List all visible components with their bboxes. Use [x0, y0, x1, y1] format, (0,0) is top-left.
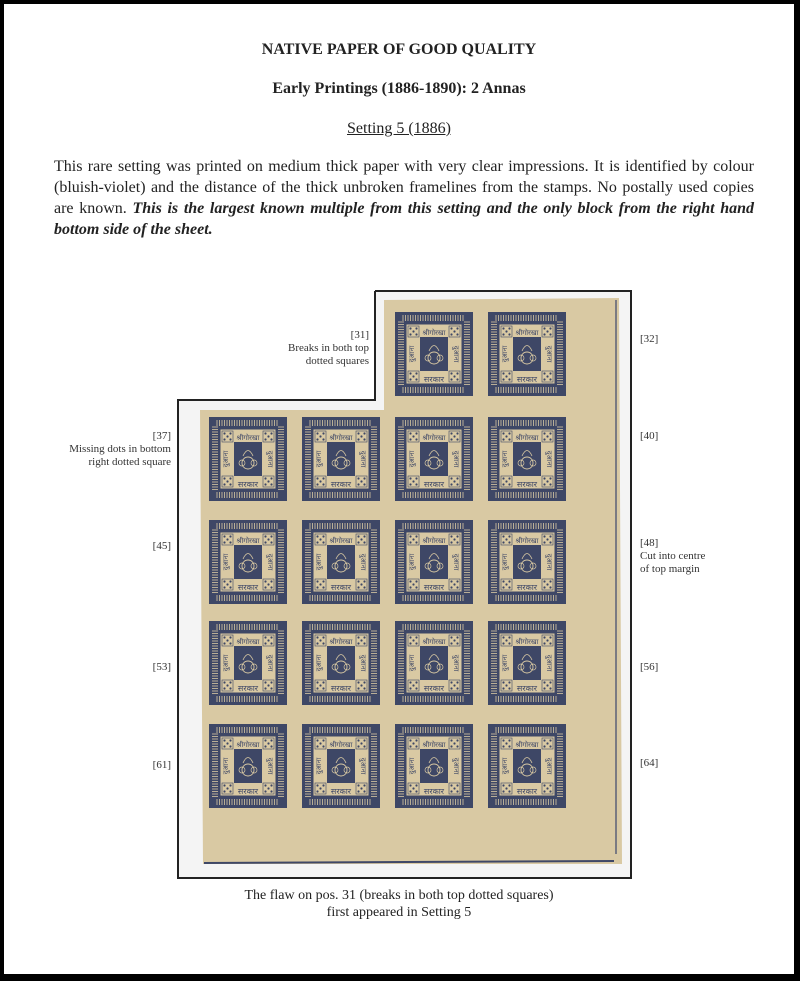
stamp-centre-panel [327, 646, 355, 680]
stamp [302, 417, 380, 501]
caption-line-2: first appeared in Setting 5 [326, 905, 472, 920]
annotation-note: right dotted square [88, 456, 171, 468]
stamp-right-inscription: दुआना [266, 553, 274, 571]
stamp-left-inscription: दुआना [222, 553, 230, 571]
position-number: [37] [152, 430, 171, 442]
annotation-32 [640, 333, 658, 346]
stamp-top-inscription: श्रीगोरखा [422, 329, 446, 337]
annotation-40 [640, 430, 658, 443]
stamp-left-inscription: दुआना [408, 553, 416, 571]
stamp-top-inscription: श्रीगोरखा [515, 537, 539, 545]
position-number: [48] [640, 537, 659, 549]
stamp-top-inscription: श्रीगोरखा [329, 537, 353, 545]
stamp-left-inscription: दुआना [315, 654, 323, 672]
annotation-61 [104, 759, 171, 772]
stamp-bottom-inscription: सरकार [330, 480, 352, 489]
stamp-centre-panel [234, 646, 262, 680]
stamp [209, 724, 287, 808]
stamp-top-inscription: श्रीगोरखा [422, 741, 446, 749]
intro-emphasis: This is the largest known multiple from this setting and the only block from the right hand bottom side of the sheet. [54, 200, 755, 238]
stamp-right-inscription: दुआना [452, 553, 460, 571]
stamp-right-inscription: दुआना [452, 757, 460, 775]
stamp-right-inscription: दुआना [266, 450, 274, 468]
stamp-right-inscription: दुआना [359, 654, 367, 672]
stamp [209, 417, 287, 501]
stamp-right-inscription: दुआना [266, 757, 274, 775]
position-number: [31] [350, 329, 369, 341]
stamp-top-inscription: श्रीगोरखा [236, 638, 260, 646]
stamp-bottom-inscription: सरकार [330, 684, 352, 693]
annotation-53 [104, 661, 171, 674]
annotation-note: Missing dots in bottom [69, 443, 171, 455]
stamp [488, 520, 566, 604]
intro-text: This rare setting was printed on medium thick paper with very clear impressions. It is identified by colour (bluish-violet) and the distance of the thick unbroken framelines from the stamps. No postally used copies are known. [54, 158, 754, 217]
stamp-block [4, 4, 794, 974]
stamp-centre-panel [420, 646, 448, 680]
stamp-top-inscription: श्रीगोरखा [515, 434, 539, 442]
annotation-48 [640, 537, 705, 576]
stamp-top-inscription: श्रीगोरखा [329, 434, 353, 442]
stamp-left-inscription: दुआना [315, 553, 323, 571]
stamp-centre-panel [513, 442, 541, 476]
stamp-left-inscription: दुआना [315, 450, 323, 468]
stamp-centre-panel [327, 442, 355, 476]
stamp-right-inscription: दुआना [545, 553, 553, 571]
stamp-centre-panel [420, 749, 448, 783]
stamp-top-inscription: श्रीगोरखा [515, 638, 539, 646]
caption-line-1: The flaw on pos. 31 (breaks in both top dotted squares) [244, 888, 554, 903]
stamp-centre-panel [513, 749, 541, 783]
stamp [302, 724, 380, 808]
stamp-top-inscription: श्रीगोरखा [422, 638, 446, 646]
album-page [4, 4, 794, 974]
stamp-left-inscription: दुआना [222, 757, 230, 775]
stamp-centre-panel [513, 646, 541, 680]
position-number: [56] [640, 661, 659, 673]
stamp-left-inscription: दुआना [501, 553, 509, 571]
annotation-note: Cut into centre [640, 550, 706, 562]
stamp-centre-panel [327, 545, 355, 579]
stamp-right-inscription: दुआना [452, 345, 460, 363]
stamp-centre-panel [420, 442, 448, 476]
stamp-right-inscription: दुआना [452, 450, 460, 468]
setting-heading: Setting 5 (1886) [347, 120, 451, 137]
stamp-left-inscription: दुआना [408, 757, 416, 775]
stamp-top-inscription: श्रीगोरखा [329, 741, 353, 749]
stamp-bottom-inscription: सरकार [237, 684, 259, 693]
stamp-left-inscription: दुआना [501, 757, 509, 775]
stamp-right-inscription: दुआना [545, 654, 553, 672]
stamp-left-inscription: दुआना [408, 345, 416, 363]
stamp-bottom-inscription: सरकार [423, 787, 445, 796]
stamp [488, 621, 566, 705]
stamp [395, 417, 473, 501]
stamp-bottom-inscription: सरकार [423, 480, 445, 489]
stamp [488, 312, 566, 396]
stamp-bottom-inscription: सरकार [516, 480, 538, 489]
stamp-centre-panel [327, 749, 355, 783]
stamp [488, 417, 566, 501]
stamp [209, 621, 287, 705]
annotation-64 [640, 757, 658, 770]
stamp-left-inscription: दुआना [408, 654, 416, 672]
stamp-right-inscription: दुआना [359, 450, 367, 468]
stamp-bottom-inscription: सरकार [516, 787, 538, 796]
stamp-bottom-inscription: सरकार [423, 375, 445, 384]
stamp-left-inscription: दुआना [408, 450, 416, 468]
annotation-note: dotted squares [305, 355, 369, 367]
stamp-centre-panel [234, 749, 262, 783]
stamp-top-inscription: श्रीगोरखा [422, 537, 446, 545]
stamp-top-inscription: श्रीगोरखा [236, 537, 260, 545]
stamp-right-inscription: दुआना [452, 654, 460, 672]
stamp-bottom-inscription: सरकार [423, 583, 445, 592]
annotation-31 [254, 329, 369, 368]
stamp [488, 724, 566, 808]
stamp [395, 621, 473, 705]
stamp-right-inscription: दुआना [545, 757, 553, 775]
stamp-left-inscription: दुआना [501, 345, 509, 363]
page-title: NATIVE PAPER OF GOOD QUALITY [261, 41, 537, 58]
stamp [395, 312, 473, 396]
position-number: [64] [640, 757, 659, 769]
stamp-bottom-inscription: सरकार [516, 375, 538, 384]
stamp-top-inscription: श्रीगोरखा [515, 741, 539, 749]
stamp-centre-panel [420, 545, 448, 579]
stamp-left-inscription: दुआना [222, 450, 230, 468]
stamp-bottom-inscription: सरकार [423, 684, 445, 693]
stamp-bottom-inscription: सरकार [330, 787, 352, 796]
stamp-top-inscription: श्रीगोरखा [236, 741, 260, 749]
stamp-centre-panel [513, 337, 541, 371]
stamp-top-inscription: श्रीगोरखा [236, 434, 260, 442]
stamp-right-inscription: दुआना [266, 654, 274, 672]
stamp-bottom-inscription: सरकार [237, 583, 259, 592]
stamp-top-inscription: श्रीगोरखा [422, 434, 446, 442]
stamp-centre-panel [234, 545, 262, 579]
stamp-left-inscription: दुआना [501, 450, 509, 468]
annotation-45 [104, 540, 171, 553]
stamp [302, 621, 380, 705]
position-number: [61] [152, 759, 171, 771]
position-number: [53] [152, 661, 171, 673]
annotation-56 [640, 661, 658, 674]
position-number: [45] [152, 540, 171, 552]
stamp-bottom-inscription: सरकार [516, 684, 538, 693]
position-number: [32] [640, 333, 659, 345]
annotation-note: Breaks in both top [288, 342, 369, 354]
page-subtitle: Early Printings (1886-1890): 2 Annas [272, 80, 526, 97]
stamp [209, 520, 287, 604]
stamp-bottom-inscription: सरकार [237, 787, 259, 796]
stamp-top-inscription: श्रीगोरखा [515, 329, 539, 337]
stamp-left-inscription: दुआना [315, 757, 323, 775]
stamp-right-inscription: दुआना [359, 553, 367, 571]
stamp-right-inscription: दुआना [545, 345, 553, 363]
stamp-left-inscription: दुआना [501, 654, 509, 672]
annotation-note: of top margin [640, 563, 700, 575]
stamp-left-inscription: दुआना [222, 654, 230, 672]
stamp-centre-panel [513, 545, 541, 579]
stamp-right-inscription: दुआना [545, 450, 553, 468]
position-number: [40] [640, 430, 659, 442]
stamp-bottom-inscription: सरकार [237, 480, 259, 489]
stamp-centre-panel [420, 337, 448, 371]
figure-caption [4, 887, 794, 921]
stamp-centre-panel [234, 442, 262, 476]
stamp [302, 520, 380, 604]
annotation-37 [34, 430, 171, 469]
stamp-bottom-inscription: सरकार [516, 583, 538, 592]
stamp-right-inscription: दुआना [359, 757, 367, 775]
stamp [395, 724, 473, 808]
stamp-top-inscription: श्रीगोरखा [329, 638, 353, 646]
stamp [395, 520, 473, 604]
stamp-bottom-inscription: सरकार [330, 583, 352, 592]
